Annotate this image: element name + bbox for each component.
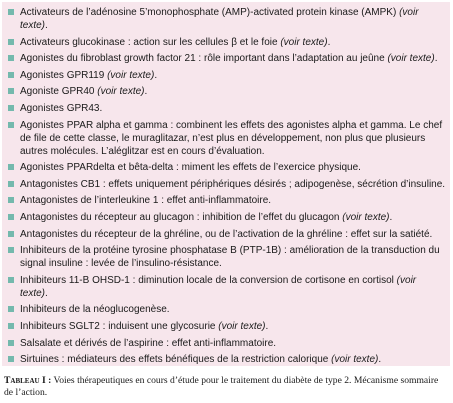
row-text: Agonistes PPAR alpha et gamma : combinent les effets des agonistes alpha et gamma. Le chef de file de cette classe, le muraglitazar, n’est plus en développement, non plus que plusieurs autres molécules. L’aléglitzar est en cours d’évaluation.	[20, 119, 443, 157]
row-tail: .	[327, 36, 331, 48]
table-row	[8, 303, 446, 316]
square-bullet-icon	[8, 214, 14, 220]
square-bullet-icon	[8, 181, 14, 187]
row-text: Agonistes du fibroblast growth factor 21 : rôle important dans l’adaptation au jeûne	[20, 53, 388, 65]
square-bullet-icon	[8, 247, 14, 253]
row-tail: .	[265, 320, 269, 332]
square-bullet-icon	[8, 231, 14, 237]
square-bullet-icon	[8, 323, 14, 329]
row-tail: .	[434, 53, 438, 65]
square-bullet-icon	[8, 340, 14, 346]
row-tail: .	[389, 211, 393, 223]
square-bullet-icon	[8, 306, 14, 312]
row-note: (voir texte)	[20, 7, 419, 31]
therapeutic-pathways-table	[2, 2, 450, 366]
table-row	[8, 178, 446, 191]
row-note: (voir texte)	[218, 320, 266, 332]
row-text: Inhibiteurs SGLT2 : induisent une glycosurie	[20, 320, 219, 332]
row-text: Activateurs glucokinase : action sur les cellules β et le foie	[20, 36, 281, 48]
row-text: Agonistes GPR119	[20, 69, 108, 81]
square-bullet-icon	[8, 356, 14, 362]
row-text: Antagonistes du récepteur de la ghréline, ou de l’activation de la ghréline : effet sur la satiété.	[20, 228, 433, 240]
row-text: Antagonistes de l’interleukine 1 : effet anti-inflammatoire.	[20, 195, 272, 207]
row-note: (voir texte)	[387, 53, 435, 65]
row-text: Salsalate et dérivés de l’aspirine : effet anti-inflammatoire.	[20, 337, 277, 349]
row-text: Inhibiteurs de la protéine tyrosine phosphatase B (PTP-1B) : amélioration de la transduction du signal insuline : levée de l’insulino-résistance.	[20, 245, 440, 270]
square-bullet-icon	[8, 55, 14, 61]
row-text: Agoniste GPR40	[20, 86, 98, 98]
row-tail: .	[378, 354, 382, 366]
row-note: (voir texte)	[97, 86, 145, 98]
row-tail: .	[154, 69, 158, 81]
table-caption	[4, 375, 449, 398]
row-note: (voir texte)	[342, 211, 390, 223]
table-row	[8, 274, 446, 300]
row-tail: .	[45, 287, 48, 299]
table-row	[8, 211, 446, 224]
row-tail: .	[45, 20, 48, 31]
row-note: (voir texte)	[280, 36, 328, 48]
table-row	[8, 194, 446, 207]
row-text: Inhibiteurs de la néoglucogenèse.	[20, 304, 170, 316]
row-note: (voir texte)	[20, 274, 417, 299]
row-text: Agonistes PPARdelta et bêta-delta : miment les effets de l’exercice physique.	[20, 162, 361, 174]
table-row	[8, 52, 446, 65]
table-row	[8, 36, 446, 49]
table-row	[8, 119, 446, 158]
row-tail: .	[144, 86, 148, 98]
square-bullet-icon	[8, 197, 14, 203]
table-row	[8, 244, 446, 270]
table-row	[8, 69, 446, 82]
table-row	[8, 320, 446, 333]
row-text: Sirtuines : médiateurs des effets bénéfiques de la restriction calorique	[20, 354, 332, 366]
table-row	[8, 102, 446, 115]
caption-text: Voies thérapeutiques en cours d’étude pour le traitement du diabète de type 2. Mécanisme sommaire de l’action.	[4, 375, 439, 398]
square-bullet-icon	[8, 105, 14, 111]
row-note: (voir texte)	[331, 354, 379, 366]
square-bullet-icon	[8, 39, 14, 45]
row-text: Antagonistes du récepteur au glucagon : inhibition de l’effet du glucagon	[20, 211, 343, 223]
table-row	[8, 228, 446, 241]
row-note: (voir texte)	[107, 69, 155, 81]
table-row	[8, 6, 446, 32]
caption-label: Tableau I :	[4, 375, 52, 386]
square-bullet-icon	[8, 88, 14, 94]
row-text: Inhibiteurs 11-B OHSD-1 : diminution locale de la conversion de cortisone en cortisol	[20, 274, 397, 286]
row-text: Activateurs de l’adénosine 5’monophosphate (AMP)-activated protein kinase (AMPK)	[20, 7, 400, 18]
table-row	[8, 337, 446, 350]
table-row	[8, 353, 446, 366]
square-bullet-icon	[8, 72, 14, 78]
square-bullet-icon	[8, 164, 14, 170]
table-row	[8, 85, 446, 98]
row-text: Agonistes GPR43.	[20, 102, 103, 114]
square-bullet-icon	[8, 122, 14, 128]
square-bullet-icon	[8, 277, 14, 283]
table-row	[8, 161, 446, 174]
row-text: Antagonistes CB1 : effets uniquement périphériques désirés ; adipogenèse, sécrétion d’insuline.	[20, 178, 446, 190]
square-bullet-icon	[8, 9, 14, 15]
